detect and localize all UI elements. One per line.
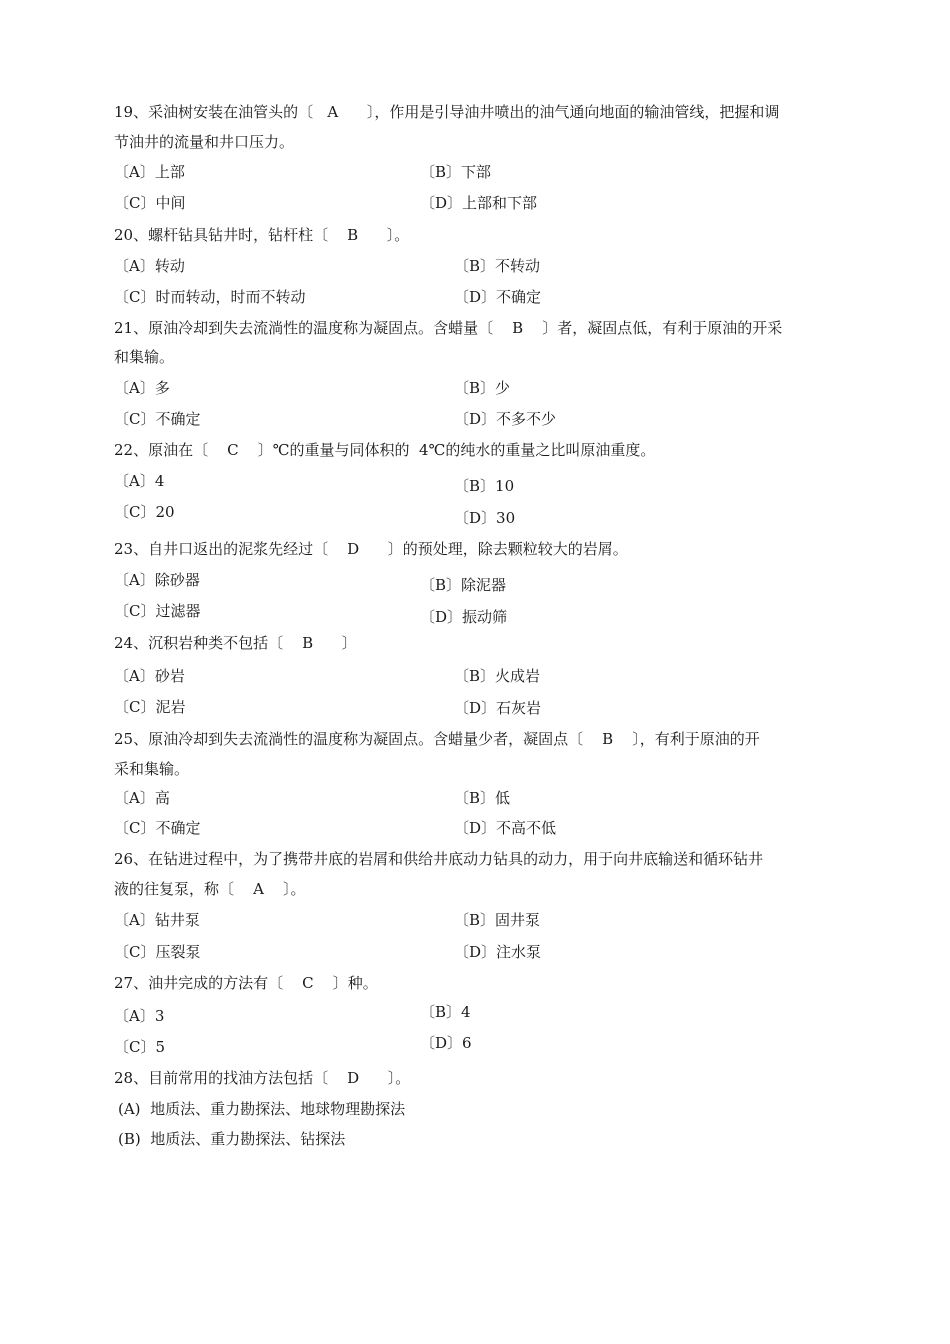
question-20-option-c: 〔C〕时而转动，时而不转动 — [114, 288, 306, 306]
question-21-stem-line-1: 21、原油冷却到失去流淌性的温度称为凝固点。含蜡量〔 B 〕者，凝固点低，有利于原油的开采 — [114, 319, 783, 337]
question-19-option-c: 〔C〕中间 — [114, 194, 186, 212]
question-28-option-a: (A) 地质法、重力勘探法、地球物理勘探法 — [118, 1100, 406, 1118]
question-20-option-a: 〔A〕转动 — [114, 257, 185, 275]
question-21-option-b: 〔B〕少 — [454, 379, 511, 397]
question-21-option-c: 〔C〕不确定 — [114, 410, 201, 428]
question-24-option-d: 〔D〕石灰岩 — [454, 699, 542, 717]
question-25-option-d: 〔D〕不高不低 — [454, 819, 557, 837]
question-24-option-b: 〔B〕火成岩 — [454, 667, 541, 685]
question-25-stem-line-2: 采和集输。 — [114, 760, 190, 778]
question-27-option-a: 〔A〕3 — [114, 1007, 165, 1025]
question-26-stem-line-1: 26、在钻进过程中，为了携带井底的岩屑和供给井底动力钻具的动力，用于向井底输送和循环钻井 — [114, 850, 764, 868]
question-22-option-d: 〔D〕30 — [454, 509, 516, 527]
question-23-option-a: 〔A〕除砂器 — [114, 571, 200, 589]
question-28-stem-line-1: 28、目前常用的找油方法包括〔 D 〕。 — [114, 1069, 411, 1087]
question-19-stem-line-1: 19、采油树安装在油管头的〔 A 〕，作用是引导油井喷出的油气通向地面的输油管线，把握和调 — [114, 103, 780, 121]
question-27-option-d: 〔D〕6 — [420, 1034, 472, 1052]
question-19-stem-line-2: 节油井的流量和井口压力。 — [114, 133, 295, 151]
question-26-stem-line-2: 液的往复泵，称〔 A 〕。 — [114, 880, 306, 898]
question-23-option-d: 〔D〕振动筛 — [420, 608, 508, 626]
question-26-option-a: 〔A〕钻井泵 — [114, 911, 200, 929]
question-21-option-d: 〔D〕不多不少 — [454, 410, 557, 428]
question-24-option-c: 〔C〕泥岩 — [114, 698, 186, 716]
question-22-option-c: 〔C〕20 — [114, 503, 175, 521]
question-25-option-c: 〔C〕不确定 — [114, 819, 201, 837]
question-20-option-b: 〔B〕不转动 — [454, 257, 541, 275]
question-26-option-c: 〔C〕压裂泵 — [114, 943, 201, 961]
question-28-option-b: (B) 地质法、重力勘探法、钻探法 — [118, 1130, 346, 1148]
question-23-stem-line-1: 23、自井口返出的泥浆先经过〔 D 〕的预处理，除去颗粒较大的岩屑。 — [114, 540, 628, 558]
question-22-stem-line-1: 22、原油在〔 C 〕℃的重量与同体积的 4℃的纯水的重量之比叫原油重度。 — [114, 441, 656, 459]
question-25-option-a: 〔A〕高 — [114, 789, 170, 807]
question-19-option-d: 〔D〕上部和下部 — [420, 194, 538, 212]
question-25-option-b: 〔B〕低 — [454, 789, 511, 807]
question-26-option-b: 〔B〕固井泵 — [454, 911, 541, 929]
question-21-option-a: 〔A〕多 — [114, 379, 170, 397]
question-27-option-c: 〔C〕5 — [114, 1038, 166, 1056]
question-23-option-c: 〔C〕过滤器 — [114, 602, 201, 620]
question-22-option-b: 〔B〕10 — [454, 477, 515, 495]
question-19-option-a: 〔A〕上部 — [114, 163, 185, 181]
question-24-stem-line-1: 24、沉积岩种类不包括〔 B 〕 — [114, 634, 357, 652]
question-26-option-d: 〔D〕注水泵 — [454, 943, 542, 961]
question-21-stem-line-2: 和集输。 — [114, 348, 175, 366]
question-20-option-d: 〔D〕不确定 — [454, 288, 542, 306]
question-27-option-b: 〔B〕4 — [420, 1003, 471, 1021]
question-22-option-a: 〔A〕4 — [114, 472, 165, 490]
question-27-stem-line-1: 27、油井完成的方法有〔 C 〕种。 — [114, 974, 378, 992]
question-25-stem-line-1: 25、原油冷却到失去流淌性的温度称为凝固点。含蜡量少者，凝固点〔 B 〕，有利于原油的开 — [114, 730, 760, 748]
question-20-stem-line-1: 20、螺杆钻具钻井时，钻杆柱〔 B 〕。 — [114, 226, 410, 244]
question-19-option-b: 〔B〕下部 — [420, 163, 492, 181]
question-23-option-b: 〔B〕除泥器 — [420, 576, 507, 594]
question-24-option-a: 〔A〕砂岩 — [114, 667, 185, 685]
